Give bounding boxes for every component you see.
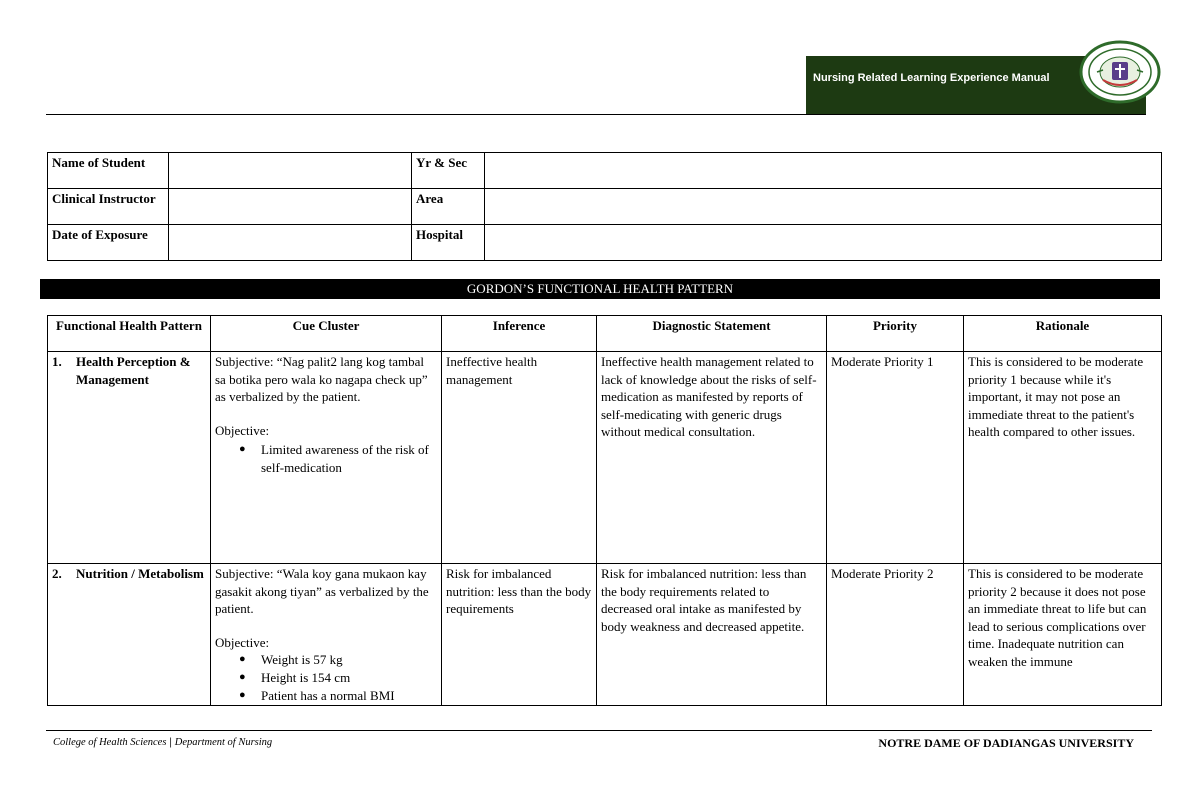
table-row [48, 189, 1162, 225]
header-rationale: Rationale [964, 316, 1162, 352]
clinical-instructor-label: Clinical Instructor [48, 189, 169, 225]
clinical-instructor-field[interactable] [169, 189, 412, 225]
table-header-row [48, 316, 1162, 352]
yr-sec-label: Yr & Sec [412, 153, 485, 189]
header-cue-cluster: Cue Cluster [211, 316, 442, 352]
pattern-number: 1. [52, 354, 62, 369]
objective-list [215, 441, 437, 476]
inference-cell: Ineffective health management [442, 352, 597, 564]
hospital-label: Hospital [412, 225, 485, 261]
cue-cluster-cell [211, 352, 442, 564]
header-functional-health-pattern: Functional Health Pattern [48, 316, 211, 352]
date-of-exposure-field[interactable] [169, 225, 412, 261]
yr-sec-field[interactable] [485, 153, 1162, 189]
rationale-cell: This is considered to be moderate priority 1 because while it's important, it may not pose an immediate threat to the patient's health compared to other issues. [964, 352, 1162, 564]
table-row [48, 225, 1162, 261]
diagnostic-cell: Risk for imbalanced nutrition: less than the body requirements related to decreased oral intake as manifested by body weakness and decreased appetite. [597, 564, 827, 706]
header-diagnostic-statement: Diagnostic Statement [597, 316, 827, 352]
subjective-cue: Subjective: “Nag palit2 lang kog tambal sa botika pero wala ko nagapa check up” as verbalized by the patient. [215, 354, 428, 405]
header-inference: Inference [442, 316, 597, 352]
name-of-student-field[interactable] [169, 153, 412, 189]
footer-university-name: NOTRE DAME OF DADIANGAS UNIVERSITY [878, 736, 1134, 750]
header-rule [46, 114, 1146, 115]
pattern-name: Health Perception & Management [76, 354, 191, 387]
objective-label: Objective: [215, 634, 270, 650]
table-row [48, 153, 1162, 189]
objective-item: ● Height is 154 cm [261, 669, 437, 687]
footer-college-department [53, 737, 272, 748]
footer-separator: | [169, 737, 172, 748]
objective-item: ● Patient has a normal BMI [261, 687, 437, 705]
pattern-cell [48, 564, 211, 706]
objective-list [215, 651, 437, 704]
area-label: Area [412, 189, 485, 225]
section-title: GORDON’S FUNCTIONAL HEALTH PATTERN [40, 279, 1160, 299]
footer-rule [46, 730, 1152, 731]
footer-college: College of Health Sciences [53, 737, 167, 748]
priority-cell: Moderate Priority 2 [827, 564, 964, 706]
objective-item: ● Weight is 57 kg [261, 651, 437, 669]
header-priority: Priority [827, 316, 964, 352]
student-info-table [47, 152, 1162, 261]
table-row [48, 352, 1162, 564]
manual-title: Nursing Related Learning Experience Manual [813, 72, 1050, 84]
cue-cluster-cell [211, 564, 442, 706]
hospital-field[interactable] [485, 225, 1162, 261]
university-seal-icon [1079, 40, 1161, 104]
footer-department: Department of Nursing [174, 737, 273, 748]
pattern-cell [48, 352, 211, 564]
inference-cell: Risk for imbalanced nutrition: less than the body requirements [442, 564, 597, 706]
name-of-student-label: Name of Student [48, 153, 169, 189]
table-row [48, 564, 1162, 706]
objective-label: Objective: [215, 422, 270, 438]
pattern-name: Nutrition / Metabolism [76, 566, 204, 581]
rationale-cell: This is considered to be moderate priority 2 because it does not pose an immediate threat to life but can lead to serious complications over time. Inadequate nutrition can weaken the immune [964, 564, 1162, 706]
objective-item: ● Limited awareness of the risk of self-medication [261, 441, 437, 476]
pattern-number: 2. [52, 566, 62, 581]
area-field[interactable] [485, 189, 1162, 225]
priority-cell: Moderate Priority 1 [827, 352, 964, 564]
gordon-table [47, 315, 1162, 706]
date-of-exposure-label: Date of Exposure [48, 225, 169, 261]
diagnostic-cell: Ineffective health management related to lack of knowledge about the risks of self-medication as manifested by reports of self-medicating with generic drugs without medical consultation. [597, 352, 827, 564]
subjective-cue: Subjective: “Wala koy gana mukaon kay gasakit akong tiyan” as verbalized by the patient. [215, 566, 429, 617]
